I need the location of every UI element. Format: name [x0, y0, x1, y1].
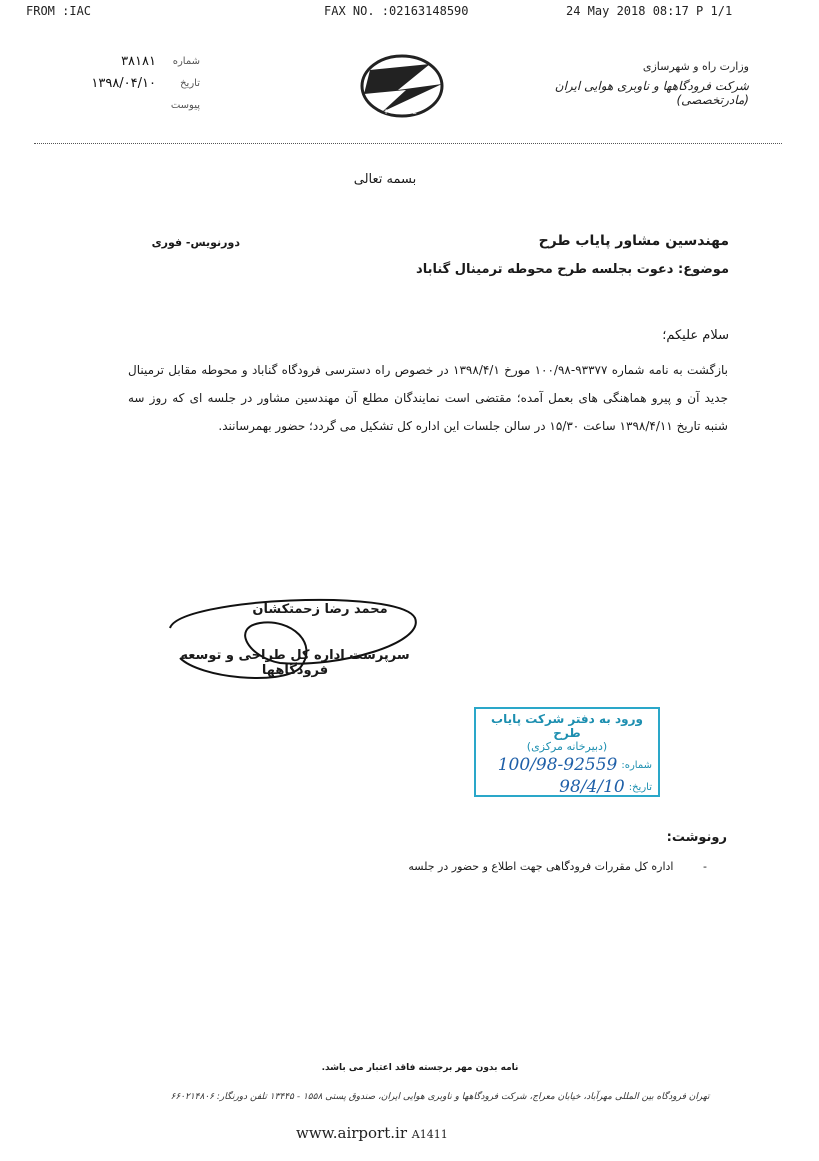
letter-meta: [60, 50, 200, 116]
greeting: سلام علیکم؛: [662, 328, 729, 343]
meta-number-row: [60, 50, 200, 72]
meta-date: ۱۳۹۸/۰۴/۱۰: [91, 75, 156, 91]
signature-block: [160, 588, 430, 688]
subject: موضوع: دعوت بجلسه طرح محوطه ترمینال گناباد: [416, 262, 729, 277]
company-name: شرکت فرودگاهها و ناوبری هوایی ایران (مادرتخصصی): [554, 79, 749, 107]
stamp-number-label: شماره:: [621, 759, 652, 771]
fax-from: FROM :IAC: [26, 4, 92, 18]
cc-title: رونوشت:: [666, 830, 727, 845]
meta-date-row: [60, 72, 200, 94]
header-divider: [34, 143, 782, 144]
fax-number: FAX NO. :02163148590: [324, 4, 469, 18]
stamp-line1: ورود به دفتر شرکت پایاب طرح: [491, 712, 643, 740]
meta-number: ۳۸۱۸۱: [121, 53, 156, 69]
stamp-line2: (دبیرخانه مرکزی): [526, 740, 608, 753]
cc-bullet: -: [703, 860, 707, 873]
stamp-number: 100/98-92559: [497, 755, 618, 775]
logo-text: IAC: [385, 108, 427, 116]
footer-website[interactable]: www.airport.ir: [296, 1124, 407, 1142]
meta-attachment-row: [60, 94, 200, 116]
footer-address: تهران فرودگاه بین المللی مهرآباد، خیابان معراج، شرکت فرودگاهها و ناوبری هوایی ایران، صندوق پستی ۱۵۵۸ - ۱۳۴۴۵ تلفن دورنگار: ۶۶۰۲۱۴۸۰۶: [170, 1092, 710, 1102]
fax-header: [0, 4, 819, 22]
footer-website-block: [296, 1124, 526, 1142]
meta-attachment-label: پیوست: [170, 99, 200, 111]
cc-item: [347, 860, 707, 873]
footer-note: نامه بدون مهر برجسته فاقد اعتبار می باشد.: [321, 1063, 519, 1073]
ministry-name: وزارت راه و شهرسازی: [642, 60, 749, 73]
iac-logo-mark: [352, 50, 452, 122]
urgency-label: دورنویس- فوری: [151, 236, 240, 249]
organization-header: [499, 60, 749, 107]
footer-code: A1411: [411, 1128, 448, 1141]
fax-datetime: 24 May 2018 08:17 P 1/1: [566, 4, 733, 18]
meta-number-label: شماره: [172, 55, 200, 67]
basmala: بسمه تعالی: [353, 172, 417, 187]
cc-item-text: اداره کل مقررات فرودگاهی جهت اطلاع و حضور در جلسه: [408, 860, 674, 873]
recipient: مهندسین مشاور پایاب طرح: [538, 233, 729, 249]
stamp-date-row: [482, 777, 652, 797]
signer-title: سرپرست اداره کل طراحی و توسعه فرودگاهها: [180, 648, 410, 678]
stamp-number-row: [482, 755, 652, 775]
meta-date-label: تاریخ: [180, 77, 200, 89]
receipt-stamp: [474, 707, 660, 797]
iac-logo: [352, 50, 452, 122]
stamp-date: 98/4/10: [559, 777, 625, 797]
signer-name: محمد رضا زحمتکشان: [252, 602, 388, 617]
letter-body: بازگشت به نامه شماره ۹۳۳۷۷-۱۰۰/۹۸ مورخ ۱۳۹۸/۴/۱ در خصوص راه دسترسی فرودگاه گناباد و محوطه مقابل ترمینال جدید آن و پیرو هماهنگی های بعمل آمده؛ مقتضی است نمایندگان مطلع آن مهندسین مشاور در جلسه ای که روز سه شنبه تاریخ ۱۳۹۸/۴/۱۱ ساعت ۱۵/۳۰ در سالن جلسات این اداره کل تشکیل می گردد؛ حضور بهمرسانند.: [128, 363, 728, 433]
stamp-date-label: تاریخ:: [628, 781, 652, 793]
